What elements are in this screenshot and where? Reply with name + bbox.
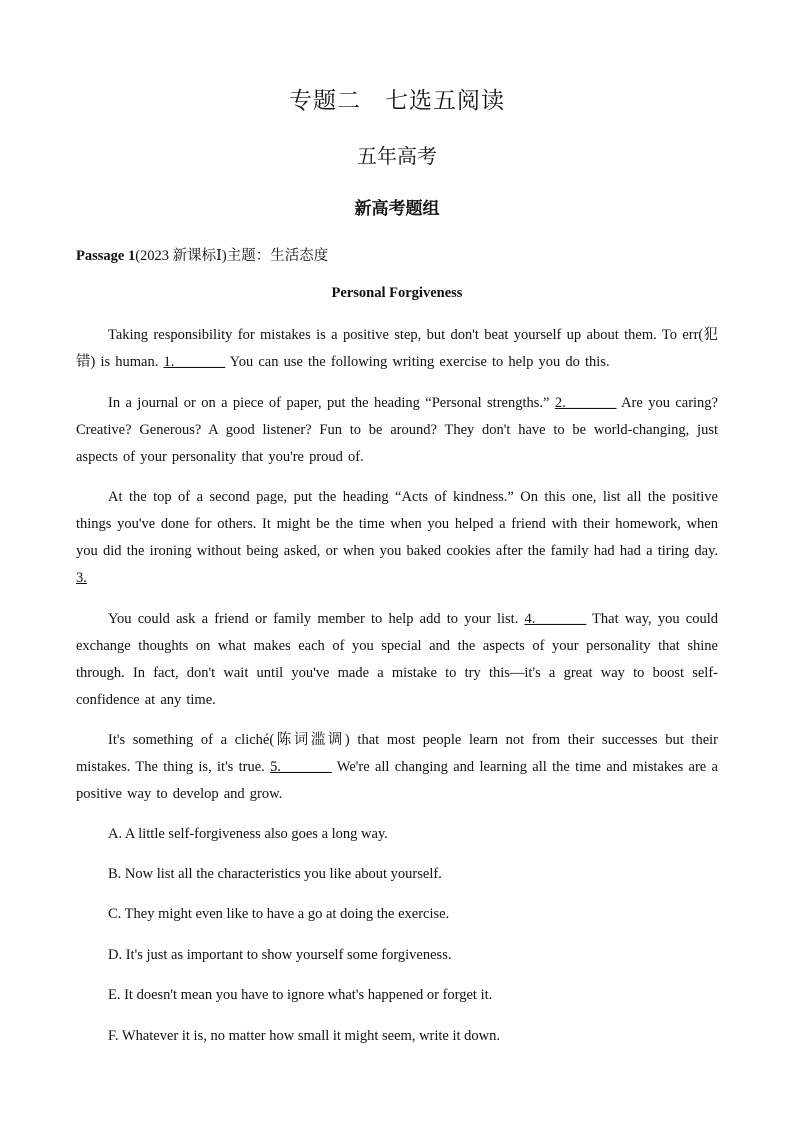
- group-heading: 新高考题组: [354, 199, 440, 218]
- option-b: B. Now list all the characteristics you like about yourself.: [108, 866, 442, 882]
- option-e: E. It doesn't mean you have to ignore what's happened or forget it.: [108, 987, 493, 1003]
- blank-2: 2._______: [554, 395, 617, 411]
- option-a: A. A little self-forgiveness also goes a long way.: [108, 826, 388, 842]
- passage-number: Passage 1: [76, 248, 136, 264]
- paragraph-1: Taking responsibility for mistakes is a positive step, but don't beat yourself up about them. To err(犯错) is human. 1._______ You can use the following writing exercise to help you do this.: [76, 327, 718, 370]
- option-c: C. They might even like to have a go at doing the exercise.: [108, 906, 450, 922]
- paragraph-5: It's something of a cliché(陈词滥调) that most people learn not from their successes but their mistakes. The thing is, it's true. 5._______ We're all changing and learning all the time and mistakes are a positive way to develop and grow.: [76, 732, 718, 802]
- passage-source: (2023 新课标Ⅰ)主题：生活态度: [135, 248, 329, 264]
- blank-4: 4._______: [524, 611, 587, 627]
- paragraph-3: At the top of a second page, put the heading “Acts of kindness.” On this one, list all the positive things you've done for others. It might be the time when you helped a friend with their homework, when you did the ironing without being asked, or when you baked cookies after the family had had a tiring day. 3.: [76, 489, 718, 586]
- passage-label: [76, 244, 328, 265]
- option-d: D. It's just as important to show yourself some forgiveness.: [108, 947, 452, 963]
- topic-title: 专题二 七选五阅读: [289, 88, 505, 113]
- option-f: F. Whatever it is, no matter how small it might seem, write it down.: [108, 1028, 501, 1044]
- blank-1: 1._______: [163, 354, 226, 370]
- article-title: Personal Forgiveness: [331, 285, 463, 301]
- paragraph-4: You could ask a friend or family member to help add to your list. 4._______ That way, you could exchange thoughts on what makes each of you special and the aspects of your personality that shine through. In fact, don't wait until you've made a mistake to try this—it's a great way to boost self-confidence at any time.: [76, 611, 718, 708]
- blank-5: 5._______: [270, 759, 332, 775]
- blank-3: 3.: [76, 570, 87, 586]
- section-subtitle: 五年高考: [357, 146, 437, 168]
- paragraph-2: In a journal or on a piece of paper, put the heading “Personal strengths.” 2._______ Are you caring? Creative? Generous? A good listener? Fun to be around? They don't have to be world-changing, just aspects of your personality that you're proud of.: [76, 395, 718, 465]
